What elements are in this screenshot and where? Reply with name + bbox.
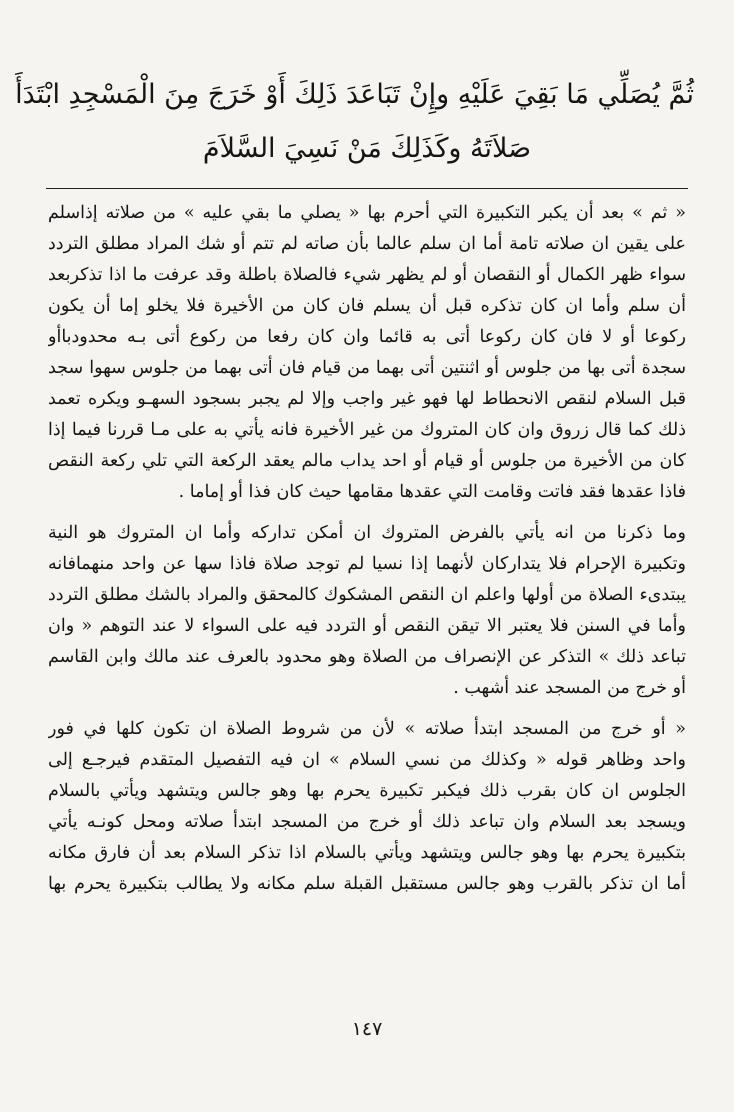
text-line: وما ذكرنا من انه يأتي بالفرض المتروك ان أمكن تداركه وأما ان المتروك هو النية [48, 523, 686, 543]
paragraph-3 [48, 714, 686, 900]
text-line: سواء ظهر الكمال أو النقصان أو لم يظهر شيء فالصلاة باطلة وقد عرفت ما اذا تذكربعد [48, 265, 686, 285]
text-line: سجدة أتى بها من جلوس أو اثنتين أتى بهما من قيام فان أتى بهما من جلوس سهوا سجد [48, 358, 686, 378]
page-number: ١٤٧ [351, 1018, 383, 1040]
text-line: « ثم » بعد أن يكبر التكبيرة التي أحرم بها « يصلي ما بقي عليه » من صلاته إذاسلم [48, 203, 686, 223]
text-line: بتكبيرة يحرم بها وهو جالس ويتشهد ويأتي بالسلام اذا تذكر السلام بعد أن فارق مكانه [48, 843, 686, 863]
horizontal-divider [46, 188, 688, 189]
text-line: ويسجد بعد السلام وان تباعد ذلك أو خرج من المسجد ابتدأ صلاته ومحل كونـه يأتي [48, 812, 686, 832]
text-line: قبل السلام لنقص الانحطاط لها فهو غير واجب وإلا لم يجبر بسجود السهـو ويكره تعمد [48, 389, 686, 409]
text-line: وأما في السنن فلا يعتبر الا تيقن النقص أو التردد فيه على السواء لا عند التوهم « وان [48, 616, 686, 636]
text-line: فاذا عقدها فقد فاتت وقامت التي عقدها مقامها حيث كان فذا أو إماما . [178, 482, 686, 502]
text-line: ذلك كما قال زروق وان كان المتروك من غير الأخيرة فانه يأتي به على مـا قررنا فيما إذا [48, 420, 686, 440]
paragraph-1 [48, 198, 686, 508]
text-line: واحد وظاهر قوله « وكذلك من نسي السلام » ان فيه التفصيل المتقدم فيرجـع إلى [48, 750, 686, 770]
text-line: على يقين ان صلاته تامة أما ان سلم عالما بأن صاته لم تتم أو شك المراد مطلق التردد [48, 234, 686, 254]
text-line: أو خرج من المسجد عند أشهب . [453, 678, 686, 698]
verse-block [15, 68, 694, 176]
text-line: كان من الأخيرة من جلوس أو قيام أو احد يداب مالم يعقد الركعة التي تلي ركعة النقص [48, 451, 686, 471]
verse-line: صَلاَتَهُ وكَذَلِكَ مَنْ نَسِيَ السَّلاَمَ [202, 133, 532, 164]
text-line: أن سلم وأما ان كان تذكره قبل أن يسلم فان كان من الأخيرة فلا يخلو إما أن يكون [48, 296, 686, 316]
text-line: أما ان تذكر بالقرب وهو جالس مستقبل القبلة سلم مكانه ولا يطالب بتكبيرة يحرم بها [48, 874, 686, 894]
paragraph-2 [48, 518, 686, 704]
commentary-body [48, 198, 686, 900]
text-line: يبتدىء الصلاة من أولها واعلم ان النقص المشكوك كالمحقق والمراد بالشك مطلق التردد [48, 585, 686, 605]
text-line: وتكبيرة الإحرام فلا يتداركان لأنهما إذا نسيا لم توجد صلاة فاذا سها عن واحد منهمافانه [48, 554, 686, 574]
text-line: ركوعا أو لا فان كان ركوعا أتى به قائما وان كان رفعا من ركوع أتى بـه محدودباأو [48, 327, 686, 347]
text-line: تباعد ذلك » التذكر عن الإنصراف من الصلاة وهو محدود بالعرف عند مالك وابن القاسم [48, 647, 686, 667]
text-line: الجلوس ان كان بقرب ذلك فيكبر تكبيرة يحرم بها وهو جالس ويتشهد ويأتي بالسلام [48, 781, 686, 801]
text-line: « أو خرج من المسجد ابتدأ صلاته » لأن من شروط الصلاة ان تكون كلها في فور [48, 719, 686, 739]
verse-line: ثُمَّ يُصَلِّي مَا بَقِيَ عَلَيْهِ وإِنْ تَبَاعَدَ ذَلِكَ أَوْ خَرَجَ مِنَ الْمَسْجِدِ ابْتَدَأَ [15, 79, 694, 110]
